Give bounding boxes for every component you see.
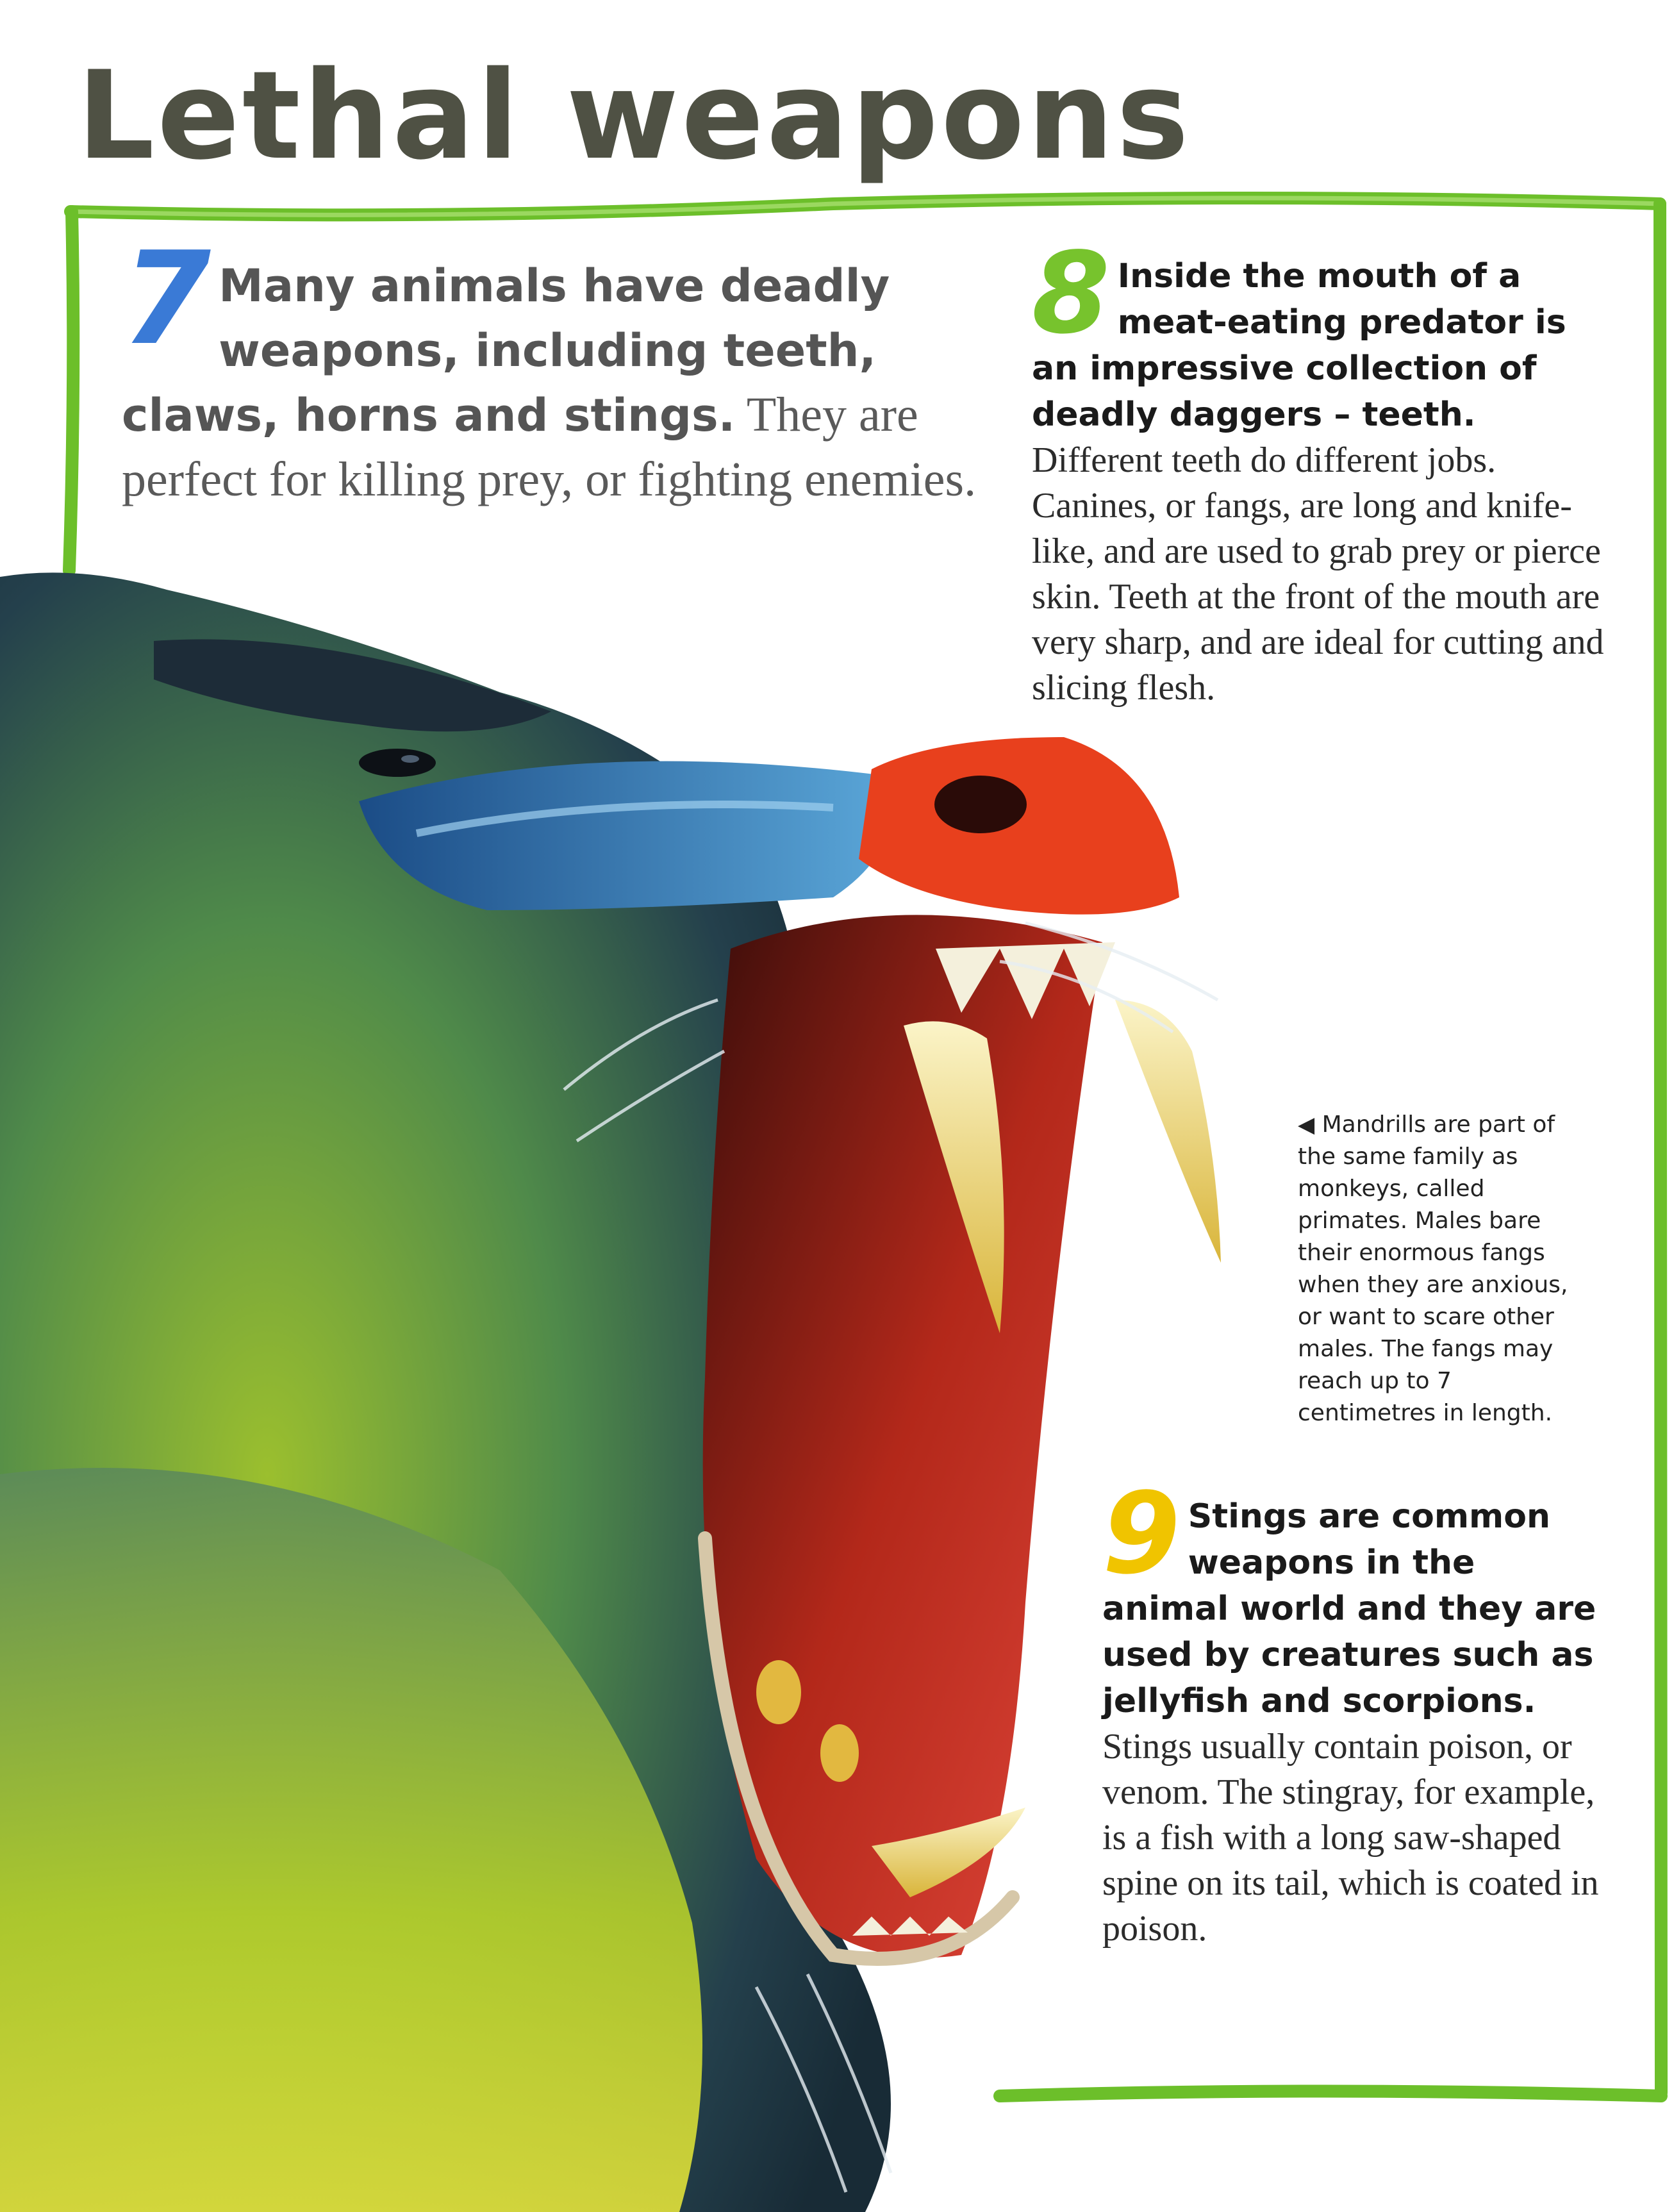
mandrill-open-mouth [703,915,1102,1958]
left-arrow-icon: ◀ [1298,1112,1315,1138]
mandrill-eye-highlight [401,755,419,763]
mandrill-caption [1298,1109,1573,1429]
mandrill-right-fang [1115,1000,1221,1263]
caption-text: Mandrills are part of the same family as monkeys, called primates. Males bare their enormous fangs when they are anxious, or want to scare other males. The fangs may reach up to 7 centimetres in length. [1298,1111,1568,1426]
fact-lead: Stings are common weapons in the animal world and they are used by creatures such as jellyfish and scorpions. [1102,1497,1596,1720]
fact-9 [1102,1469,1602,1952]
fact-body: Stings usually contain poison, or venom. The stingray, for example, is a fish with a long saw-shaped spine on its tail, which is coated in poison. [1102,1727,1599,1949]
page-title: Lethal weapons [77,45,1192,187]
fact-number-7: 7 [122,224,211,374]
fact-8 [1032,229,1609,711]
fact-number-8: 8 [1032,229,1110,359]
mandrill-lower-tooth-2 [820,1724,859,1782]
fact-number-9: 9 [1102,1469,1181,1599]
mandrill-nostril [934,776,1027,833]
fact-7 [122,224,987,511]
fact-lead: Many animals have deadly weapons, including teeth, claws, horns and stings. [122,260,890,442]
fact-lead: Inside the mouth of a meat-eating predator is an impressive collection of deadly daggers – teeth. [1032,257,1566,434]
mandrill-lower-tooth-1 [756,1660,801,1724]
fact-body: Different teeth do different jobs. Canines, or fangs, are long and knife-like, and are used to grab prey or pierce skin. Teeth at the front of the mouth are very sharp, and are ideal for cutting and slicing flesh. [1032,440,1604,708]
mandrill-blue-muzzle [359,761,891,911]
mandrill-eye [359,749,436,777]
mandrill-red-nose [859,737,1179,915]
fact-body: They are perfect for killing prey, or fighting enemies. [122,388,977,506]
mandrill-bottom-teeth [852,1917,968,1936]
